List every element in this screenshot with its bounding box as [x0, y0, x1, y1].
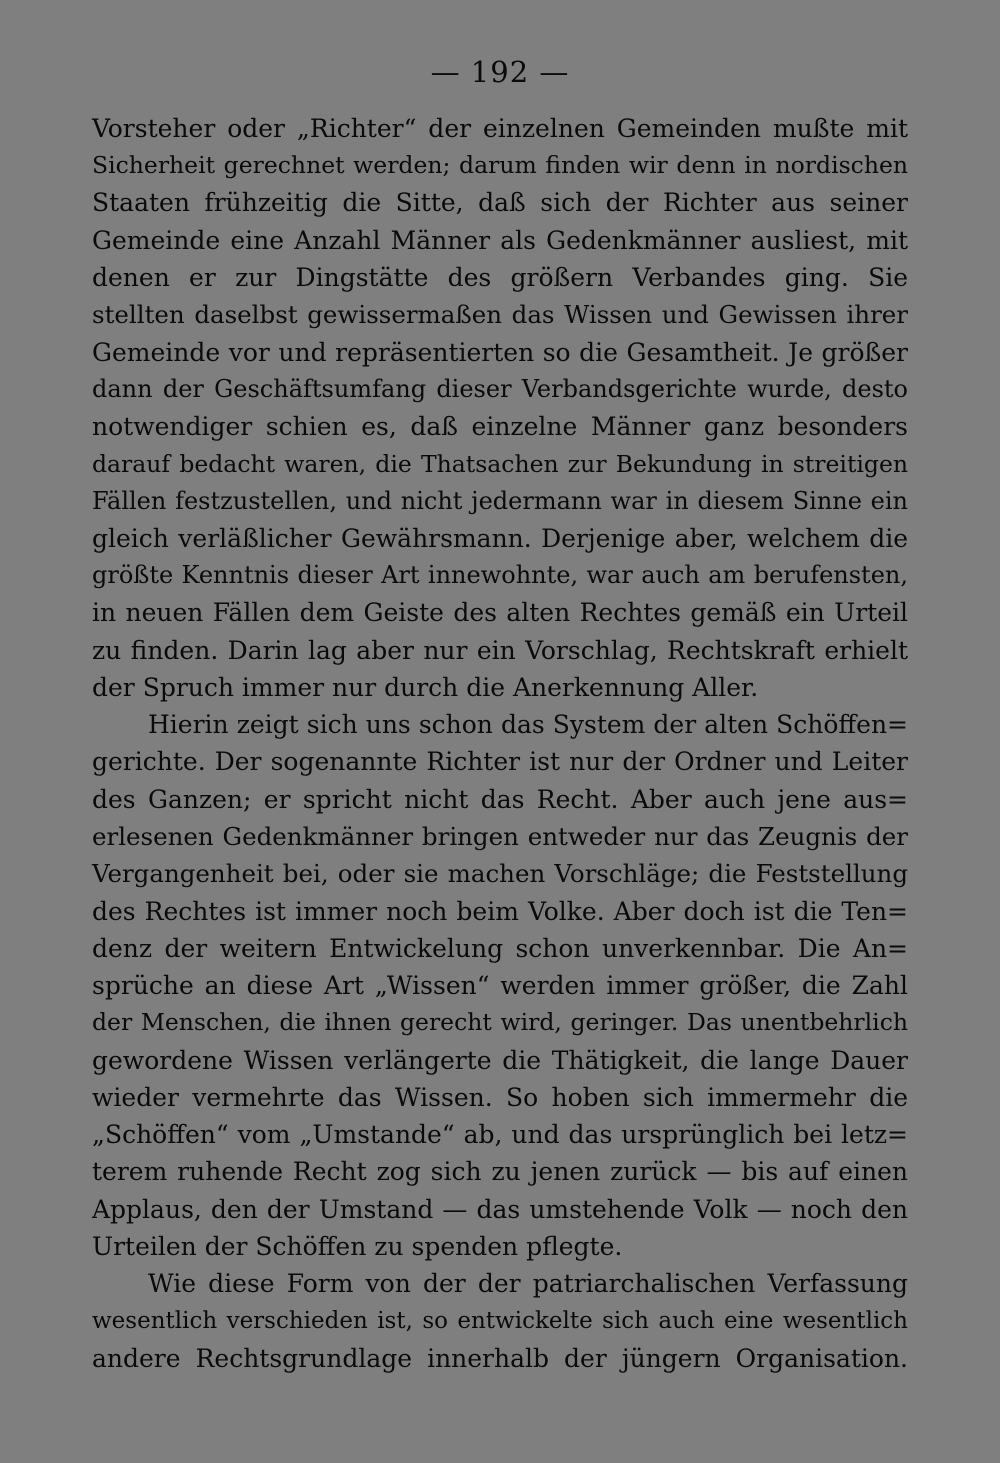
text-line: des Ganzen; er spricht nicht das Recht. Aber auch jene aus= — [92, 785, 908, 814]
text-line: gleich verläßlicher Gewährsmann. Derjenige aber, welchem die — [92, 524, 908, 553]
text-line: der Menschen, die ihnen gerecht wird, geringer. Das unentbehrlich — [92, 1008, 908, 1036]
text-line: denen er zur Dingstätte des größern Verbandes ging. Sie — [92, 263, 908, 292]
text-line: Staaten frühzeitig die Sitte, daß sich der Richter aus seiner — [92, 188, 908, 217]
text-line: denz der weitern Entwickelung schon unverkennbar. Die An= — [92, 934, 908, 963]
text-line: zu finden. Darin lag aber nur ein Vorschlag, Rechtskraft erhielt — [92, 636, 908, 665]
text-line: Wie diese Form von der der patriarchalischen Verfassung — [148, 1269, 908, 1298]
text-line: sprüche an diese Art „Wissen“ werden immer größer, die Zahl — [92, 971, 908, 1000]
text-line: terem ruhende Recht zog sich zu jenen zurück — bis auf einen — [92, 1157, 908, 1186]
text-line: Urteilen der Schöffen zu spenden pflegte. — [92, 1232, 623, 1261]
text-line: Gemeinde eine Anzahl Männer als Gedenkmänner ausliest, mit — [92, 226, 908, 255]
text-line: Hierin zeigt sich uns schon das System der alten Schöffen= — [148, 710, 908, 739]
page-number: — 192 — — [430, 55, 570, 89]
text-line: wesentlich verschieden ist, so entwickelte sich auch eine wesentlich — [92, 1308, 908, 1334]
text-line: darauf bedacht waren, die Thatsachen zur Bekundung in streitigen — [92, 450, 908, 478]
text-line: der Spruch immer nur durch die Anerkennung Aller. — [92, 673, 759, 702]
text-line: Vergangenheit bei, oder sie machen Vorschläge; die Feststellung — [92, 859, 908, 888]
text-line: größte Kenntnis dieser Art innewohnte, war auch am berufensten, — [92, 561, 908, 589]
text-line: gewordene Wissen verlängerte die Thätigkeit, die lange Dauer — [92, 1046, 908, 1075]
text-line: in neuen Fällen dem Geiste des alten Rechtes gemäß ein Urteil — [92, 598, 908, 627]
text-line: Vorsteher oder „Richter“ der einzelnen Gemeinden mußte mit — [92, 114, 908, 143]
text-line: dann der Geschäftsumfang dieser Verbandsgerichte wurde, desto — [92, 375, 908, 403]
text-line: Applaus, den der Umstand — das umstehende Volk — noch den — [92, 1195, 908, 1224]
text-line: Fällen festzustellen, und nicht jedermann war in diesem Sinne ein — [92, 487, 908, 515]
text-line: notwendiger schien es, daß einzelne Männer ganz besonders — [92, 412, 908, 441]
text-line: Sicherheit gerechnet werden; darum finden wir denn in nordischen — [92, 151, 908, 179]
text-line: stellten daselbst gewissermaßen das Wissen und Gewissen ihrer — [92, 300, 908, 329]
text-line: des Rechtes ist immer noch beim Volke. Aber doch ist die Ten= — [92, 897, 908, 926]
text-line: „Schöffen“ vom „Umstande“ ab, und das ursprünglich bei letz= — [92, 1120, 908, 1149]
text-line: andere Rechtsgrundlage innerhalb der jüngern Organisation. — [92, 1344, 908, 1373]
text-line: wieder vermehrte das Wissen. So hoben sich immermehr die — [92, 1083, 908, 1112]
text-line: gerichte. Der sogenannte Richter ist nur der Ordner und Leiter — [92, 747, 908, 776]
text-line: erlesenen Gedenkmänner bringen entweder nur das Zeugnis der — [92, 822, 908, 851]
text-line: Gemeinde vor und repräsentierten so die Gesamtheit. Je größer — [92, 338, 908, 367]
